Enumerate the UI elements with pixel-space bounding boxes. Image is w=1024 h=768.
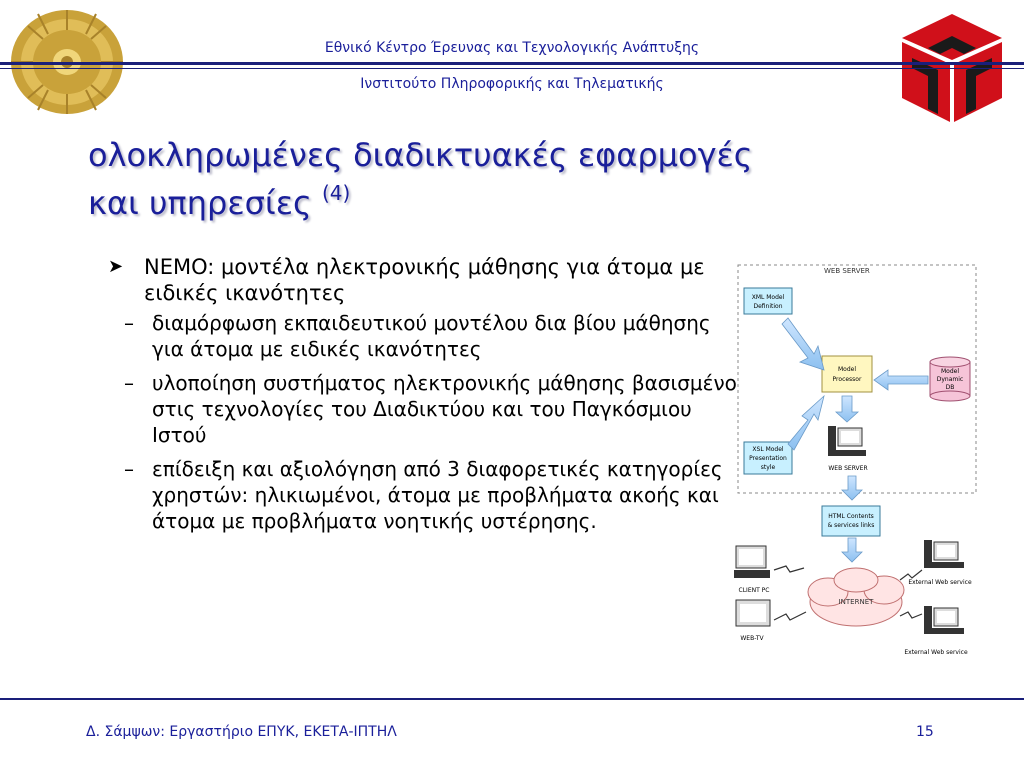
web-tv-label: WEB-TV — [740, 635, 764, 642]
external-server-icon — [924, 540, 964, 568]
xsl-model-label-2: Presentation — [749, 455, 787, 462]
flow-arrow — [782, 318, 928, 500]
model-processor-label-1: Model — [837, 366, 857, 373]
internet-cloud-icon — [808, 568, 904, 626]
header-rule-thin — [0, 68, 1024, 69]
architecture-diagram — [728, 262, 998, 658]
flow-arrow — [842, 538, 862, 562]
sub-bullet-text: υλοποίηση συστήματος ηλεκτρονικής μάθησης βασισμένο στις τεχνολογίες του Διαδικτύου και του Παγκόσμιου Ιστού — [152, 371, 737, 447]
web-server-region-label: WEB SERVER — [824, 267, 870, 275]
xsl-model-label-1: XSL Model — [752, 446, 784, 453]
title-line-1: ολοκληρωμένες διαδικτυακές εφαρμογές — [88, 136, 753, 174]
client-pc-icon — [734, 546, 770, 578]
sub-bullet: – υλοποίηση συστήματος ηλεκτρονικής μάθησης βασισμένο στις τεχνολογίες του Διαδικτύου και του Παγκόσμιου Ιστού — [124, 371, 737, 447]
organization-name: Εθνικό Κέντρο Έρευνας και Τεχνολογικής Ανάπτυξης — [324, 40, 700, 56]
xml-model-box — [744, 288, 792, 314]
xml-model-label-2: Definition — [753, 303, 783, 310]
xsl-model-label-3: style — [760, 464, 776, 471]
model-processor-box — [822, 356, 872, 392]
sub-bullet: – επίδειξη και αξιολόγηση από 3 διαφορετικές κατηγορίες χρηστών: ηλικιωμένοι, άτομα με προβλήματα ακοής και άτομα με προβλήματα νοητικής υστέρησης. — [124, 457, 723, 533]
main-bullet-text: NEMO: μοντέλα ηλεκτρονικής μάθησης για άτομα με ειδικές ικανότητες — [144, 255, 705, 305]
web-tv-icon — [736, 600, 770, 626]
db-label-1: Model — [940, 368, 960, 375]
external-service-label-1: External Web service — [908, 579, 972, 586]
sub-bullet-text: επίδειξη και αξιολόγηση από 3 διαφορετικές κατηγορίες χρηστών: ηλικιωμένοι, άτομα με προβλήματα ακοής και άτομα με προβλήματα νοητικής υστέρησης. — [152, 457, 723, 533]
db-label-2: Dynamic — [936, 376, 964, 383]
html-contents-box — [822, 506, 880, 536]
external-service-label-2: External Web service — [904, 649, 968, 656]
client-pc-label: CLIENT PC — [738, 587, 770, 594]
model-processor-label-2: Processor — [832, 376, 862, 383]
external-server-icon — [924, 606, 964, 634]
page-number: 15 — [916, 724, 934, 740]
slide-title — [88, 136, 753, 222]
main-bullet — [108, 254, 748, 306]
sub-bullet: – διαμόρφωση εκπαιδευτικού μοντέλου δια βίου μάθησης για άτομα με ειδικές ικανότητες — [124, 311, 711, 361]
institute-name: Ινστιτούτο Πληροφορικής και Τηλεματικής — [360, 76, 664, 92]
sub-bullet-list — [108, 310, 748, 534]
footer-author: Δ. Σάμψων: Εργαστήριο ΕΠΥΚ, ΕΚΕΤΑ-ΙΠΤΗΛ — [86, 724, 397, 740]
html-contents-label-2: & services links — [827, 522, 875, 529]
arrow-bullet-icon: ➤ — [108, 256, 124, 277]
footer-rule — [0, 698, 1024, 700]
title-line-2: και υπηρεσίες — [88, 184, 312, 222]
html-contents-label-1: HTML Contents — [828, 513, 874, 520]
web-server-label: WEB SERVER — [828, 465, 868, 472]
header-rule — [0, 62, 1024, 65]
title-superscript: (4) — [321, 181, 351, 205]
sub-bullet-text: διαμόρφωση εκπαιδευτικού μοντέλου δια βίου μάθησης για άτομα με ειδικές ικανότητες — [152, 311, 711, 361]
xml-model-label-1: XML Model — [751, 294, 785, 301]
bullet-list — [108, 254, 748, 542]
web-server-computer-icon — [828, 426, 866, 456]
db-label-3: DB — [945, 384, 955, 391]
internet-label: INTERNET — [838, 598, 874, 606]
